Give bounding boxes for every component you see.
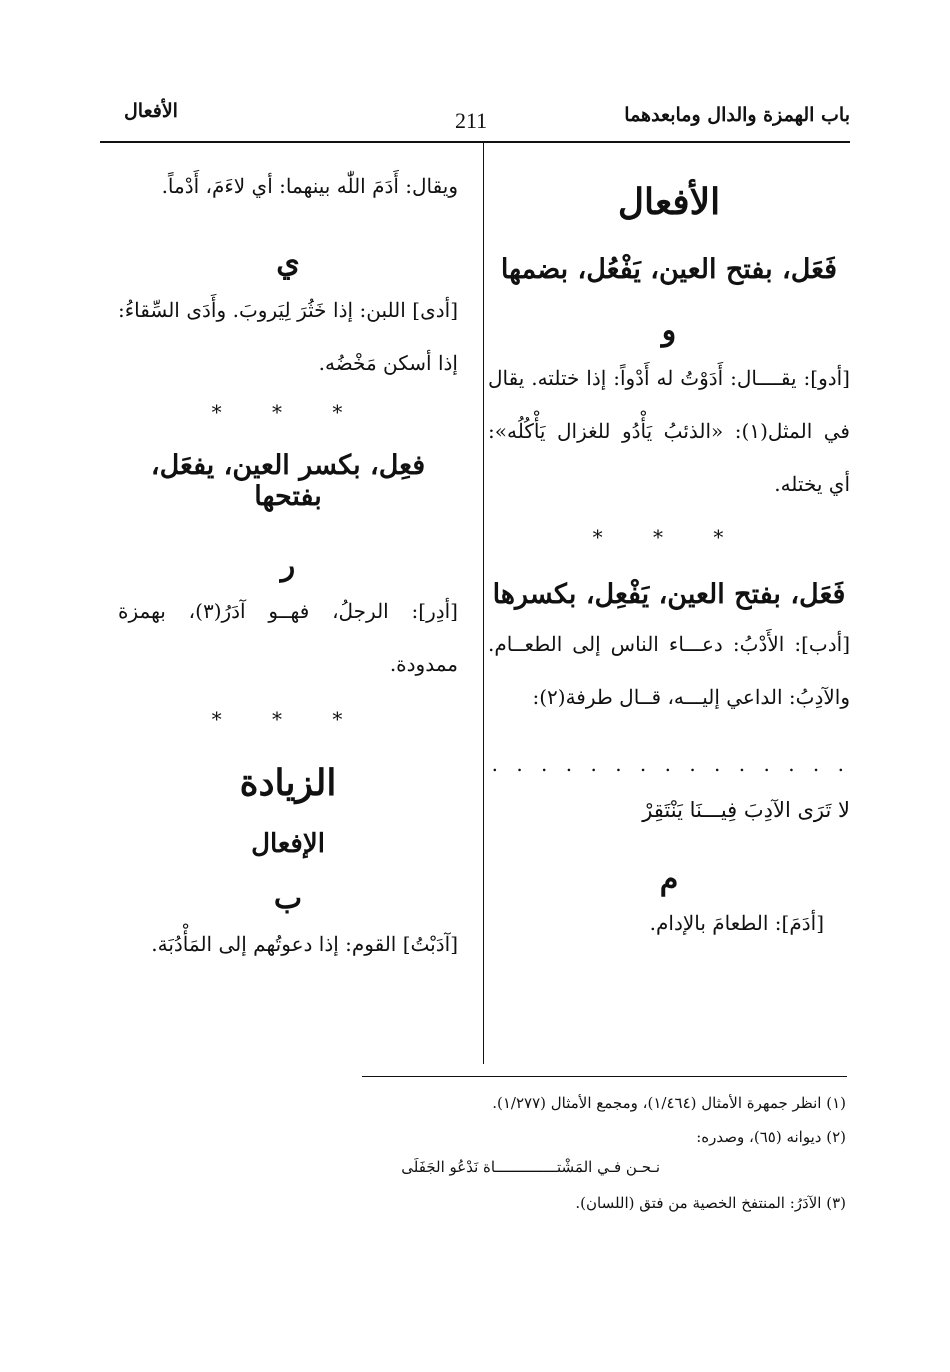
separator-stars-3: * * * bbox=[211, 707, 365, 731]
right-column bbox=[488, 150, 850, 950]
section-title-1: فَعَل، بفتح العين، يَفْعُل، بضمها bbox=[500, 254, 838, 285]
section-title-3: فعِل، بكسر العين، يفعَل، بفتحها bbox=[150, 450, 426, 512]
letter-heading-mim: م bbox=[659, 862, 679, 897]
page-number: 211 bbox=[455, 108, 488, 133]
letter-heading-ra: ر bbox=[280, 548, 296, 583]
left-column bbox=[118, 150, 458, 971]
entry-adw: [أدو]: يقــــال: أَدَوْتُ له أَدْواً: إذا ختلته. يقال في المثل(١): «الذئبُ يَأْدُو للغزال يَأْكُلُه»: أي يختله. bbox=[488, 366, 850, 496]
entry-adm: [أدَمَ]: الطعامَ بالإدام. bbox=[649, 911, 824, 935]
separator-stars-1: * * * bbox=[592, 525, 746, 549]
entry-ada: [أدى] اللبن: إذا خَثُرَ لِيَروبَ. وأَدَى السِّقاءُ: إذا أسكن مَخْضُه. bbox=[118, 298, 458, 375]
letter-heading-ya: ي bbox=[276, 245, 300, 280]
footnote-divider bbox=[362, 1076, 847, 1077]
footnote-2: (٢) ديوانه (٦٥)، وصدره: bbox=[696, 1128, 846, 1146]
ifal-subheading: الإفعال bbox=[251, 829, 325, 859]
column-divider bbox=[483, 142, 484, 1064]
verse-ellipsis: . . . . . . . . . . . . . . . bbox=[491, 752, 850, 776]
footnote-1: (١) انظر جمهرة الأمثال (١/٤٦٤)، ومجمع الأمثال (١/٢٧٧). bbox=[492, 1094, 846, 1112]
main-heading: الأفعال bbox=[617, 181, 721, 223]
header-divider bbox=[100, 141, 850, 143]
section-title-2: فَعَل، بفتح العين، يَفْعِل، بكسرها bbox=[492, 579, 846, 610]
entry-adb: [أدب]: الأَدْبُ: دعـــاء الناس إلى الطعــام. والآدِبُ: الداعي إليـــه، قــال طرفة(٢): bbox=[488, 632, 850, 709]
separator-stars-2: * * * bbox=[211, 400, 365, 424]
footnote-2-verse: نـحـن فـي المَشْتــــــــــــــاة نَدْعُو الجَفَلَى bbox=[401, 1158, 660, 1176]
section-running-title: الأفعال bbox=[124, 100, 178, 122]
letter-heading-ba: ب bbox=[273, 881, 303, 916]
entry-adm-continued: ويقال: أَدَمَ اللّٰه بينهما: أي لاءَمَ، أَدْماً. bbox=[161, 174, 458, 198]
footnote-3: (٣) الآدَرُ: المنتفخ الخصية من فتق (اللسان). bbox=[575, 1194, 846, 1212]
chapter-title: باب الهمزة والدال ومابعدهما bbox=[624, 104, 850, 126]
entry-adr: [أدِر]: الرجلُ، فهــو آدَرُ(٣)، بهمزة ممدودة. bbox=[118, 599, 458, 676]
ziyada-heading: الزيادة bbox=[239, 762, 337, 804]
entry-adbtu: [آدَبْتُ] القوم: إذا دعوتُهم إلى المَأْدُبَة. bbox=[151, 932, 458, 956]
letter-heading-waw: و bbox=[661, 313, 677, 348]
verse-line: لا تَرَى الآدِبَ فِيـــنَا يَنْتَقِرْ bbox=[642, 798, 850, 822]
